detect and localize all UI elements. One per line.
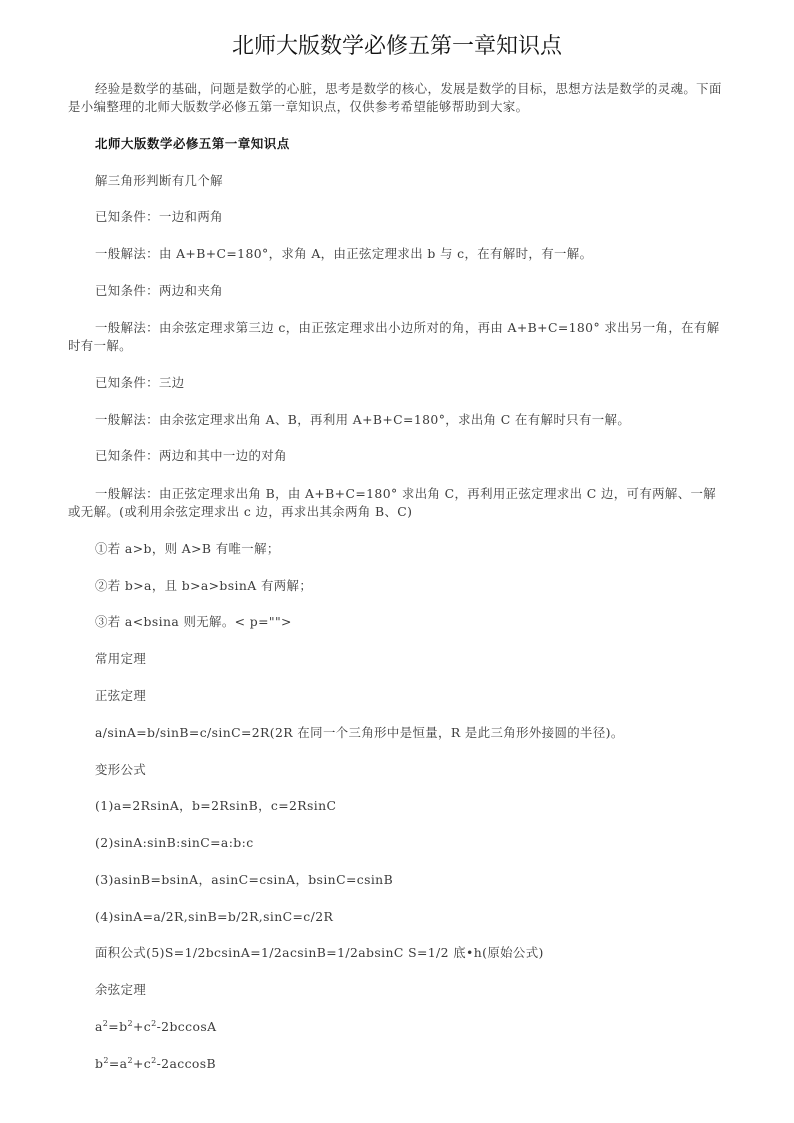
paragraph: 已知条件：一边和两角 (95, 209, 223, 224)
paragraph: 已知条件：两边和夹角 (95, 283, 223, 298)
formula-term: a (119, 1056, 128, 1071)
formula: 面积公式(5)S=1/2bcsinA=1/2acsinB=1/2absinC S=1/2 底•h(原始公式) (95, 945, 544, 960)
formula: (4)sinA=a/2R,sinB=b/2R,sinC=c/2R (95, 909, 334, 924)
section-heading: 北师大版数学必修五第一章知识点 (95, 136, 290, 151)
formula: (2)sinA:sinB:sinC=a:b:c (95, 835, 254, 850)
formula: a/sinA=b/sinB=c/sinC=2R(2R 在同一个三角形中是恒量，R 是此三角形外接圆的半径)。 (95, 725, 624, 740)
formula: (1)a=2RsinA，b=2RsinB，c=2RsinC (95, 798, 337, 813)
cosine-law-formula-a: $a^2=b^2+c^2-2bccosA$ (95, 1019, 217, 1034)
paragraph: 一般解法：由余弦定理求出角 A、B，再利用 A+B+C=180°，求出角 C 在有解时只有一解。 (95, 412, 631, 427)
cosine-law-formula-b: $b^2=a^2+c^2-2accosB$ (95, 1056, 217, 1071)
superscript: 2 (151, 1056, 157, 1065)
document-title: 北师大版数学必修五第一章知识点 (231, 34, 562, 59)
subheading: 常用定理 (95, 651, 147, 666)
formula-term: -2accosB (156, 1056, 217, 1071)
superscript: 2 (103, 1056, 109, 1065)
formula-term: -2bccosA (156, 1019, 217, 1034)
subheading: 变形公式 (95, 762, 147, 777)
formula-term: b (95, 1056, 104, 1071)
list-item: ②若 b>a，且 b>a>bsinA 有两解； (95, 578, 313, 593)
superscript: 2 (151, 1019, 157, 1028)
superscript: 2 (127, 1056, 133, 1065)
subheading: 正弦定理 (95, 688, 147, 703)
list-item: ③若 a<bsina 则无解。< p=""> (95, 614, 292, 629)
paragraph: 解三角形判断有几个解 (95, 173, 223, 188)
paragraph: 一般解法：由 A+B+C=180°，求角 A，由正弦定理求出 b 与 c，在有解时，有一解。 (95, 246, 593, 261)
paragraph: 一般解法：由正弦定理求出角 B，由 A+B+C=180° 求出角 C，再利用正弦定理求出 C 边，可有两解、一解或无解。(或利用余弦定理求出 c 边，再求出其余两角 B、C) (68, 486, 717, 519)
formula-term: b (119, 1019, 128, 1034)
superscript: 2 (127, 1019, 133, 1028)
subheading: 余弦定理 (95, 982, 147, 997)
paragraph: 已知条件：两边和其中一边的对角 (95, 448, 287, 463)
formula: (3)asinB=bsinA，asinC=csinA，bsinC=csinB (95, 872, 394, 887)
formula-term: c (143, 1019, 152, 1034)
paragraph: 已知条件：三边 (95, 375, 185, 390)
intro-paragraph: 经验是数学的基础，问题是数学的心脏，思考是数学的核心，发展是数学的目标，思想方法是数学的灵魂。下面是小编整理的北师大版数学必修五第一章知识点，仅供参考希望能够帮助到大家。 (68, 81, 722, 114)
superscript: 2 (102, 1019, 109, 1028)
formula-term: a (95, 1019, 103, 1034)
paragraph: 一般解法：由余弦定理求第三边 c，由正弦定理求出小边所对的角，再由 A+B+C=180° 求出另一角，在有解时有一解。 (68, 320, 720, 353)
formula-term: c (143, 1056, 152, 1071)
list-item: ①若 a>b，则 A>B 有唯一解； (95, 541, 280, 556)
